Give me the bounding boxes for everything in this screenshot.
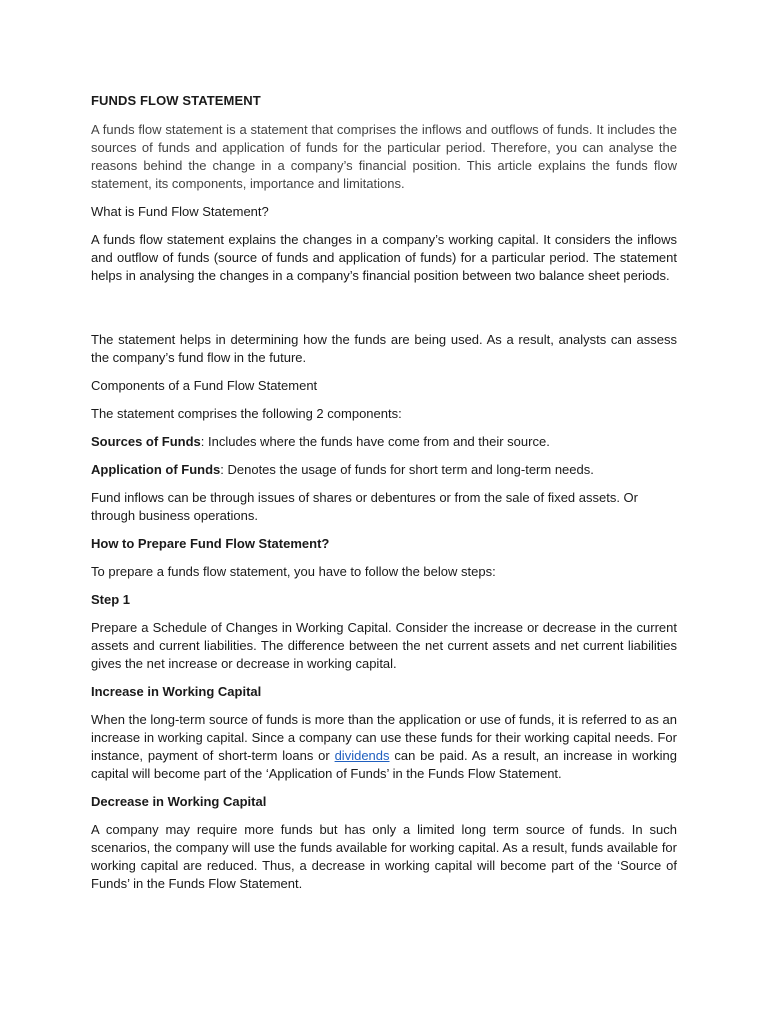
components-heading: Components of a Fund Flow Statement — [91, 378, 318, 393]
sources-of-funds-label: Sources of Funds — [91, 434, 201, 449]
usage-paragraph: The statement helps in determining how the funds are being used. As a result, analysts can assess the company’s fund flow in the future. — [91, 332, 677, 365]
application-of-funds-label: Application of Funds — [91, 462, 221, 477]
how-to-prepare-intro: To prepare a funds flow statement, you have to follow the below steps: — [91, 564, 496, 579]
decrease-working-capital-heading: Decrease in Working Capital — [91, 794, 267, 809]
intro-paragraph: A funds flow statement is a statement that comprises the inflows and outflows of funds. It includes the sources of funds and application of funds for the particular period. Therefore, you can analyse the reasons behind the change in a company’s financial position. This article explains the funds flow statement, its components, importance and limitations. — [91, 122, 677, 191]
decrease-working-capital-paragraph: A company may require more funds but has only a limited long term source of funds. In such scenarios, the company will use the funds available for working capital. As a result, funds available for working capital are reduced. Thus, a decrease in working capital will become part of the ‘Source of Funds’ in the Funds Flow Statement. — [91, 822, 677, 891]
question-what-is-fund-flow: What is Fund Flow Statement? — [91, 204, 269, 219]
document-title: FUNDS FLOW STATEMENT — [91, 93, 261, 108]
step-1-paragraph: Prepare a Schedule of Changes in Working Capital. Consider the increase or decrease in the current assets and current liabilities. The difference between the net current assets and net current liabilities gives the net increase or decrease in working capital. — [91, 620, 677, 671]
blank-spacer — [91, 295, 677, 331]
components-intro: The statement comprises the following 2 components: — [91, 406, 402, 421]
application-of-funds-item — [91, 461, 677, 479]
increase-working-capital-heading: Increase in Working Capital — [91, 684, 262, 699]
application-of-funds-text: : Denotes the usage of funds for short term and long-term needs. — [220, 462, 594, 477]
increase-working-capital-paragraph — [91, 711, 677, 783]
how-to-prepare-heading: How to Prepare Fund Flow Statement? — [91, 536, 330, 551]
sources-of-funds-text: : Includes where the funds have come from and their source. — [200, 434, 550, 449]
increase-text-part-2: can be paid. As a result, an increase in working capital will become part of the ‘Application of Funds’ in the Funds Flow Statement. — [91, 748, 677, 781]
dividends-link[interactable]: dividends — [334, 748, 390, 763]
step-1-label: Step 1 — [91, 592, 131, 607]
inflows-paragraph: Fund inflows can be through issues of shares or debentures or from the sale of fixed assets. Or through business operations. — [91, 490, 639, 523]
what-is-paragraph: A funds flow statement explains the changes in a company’s working capital. It considers the inflows and outflow of funds (source of funds and application of funds) for a particular period. The statement helps in analysing the changes in a company’s financial position between two balance sheet periods. — [91, 232, 677, 283]
sources-of-funds-item — [91, 433, 677, 451]
increase-text-part-1: When the long-term source of funds is more than the application or use of funds, it is referred to as an increase in working capital. Since a company can use these funds for their working capital needs. For instance, payment of short-term loans or — [91, 712, 677, 763]
